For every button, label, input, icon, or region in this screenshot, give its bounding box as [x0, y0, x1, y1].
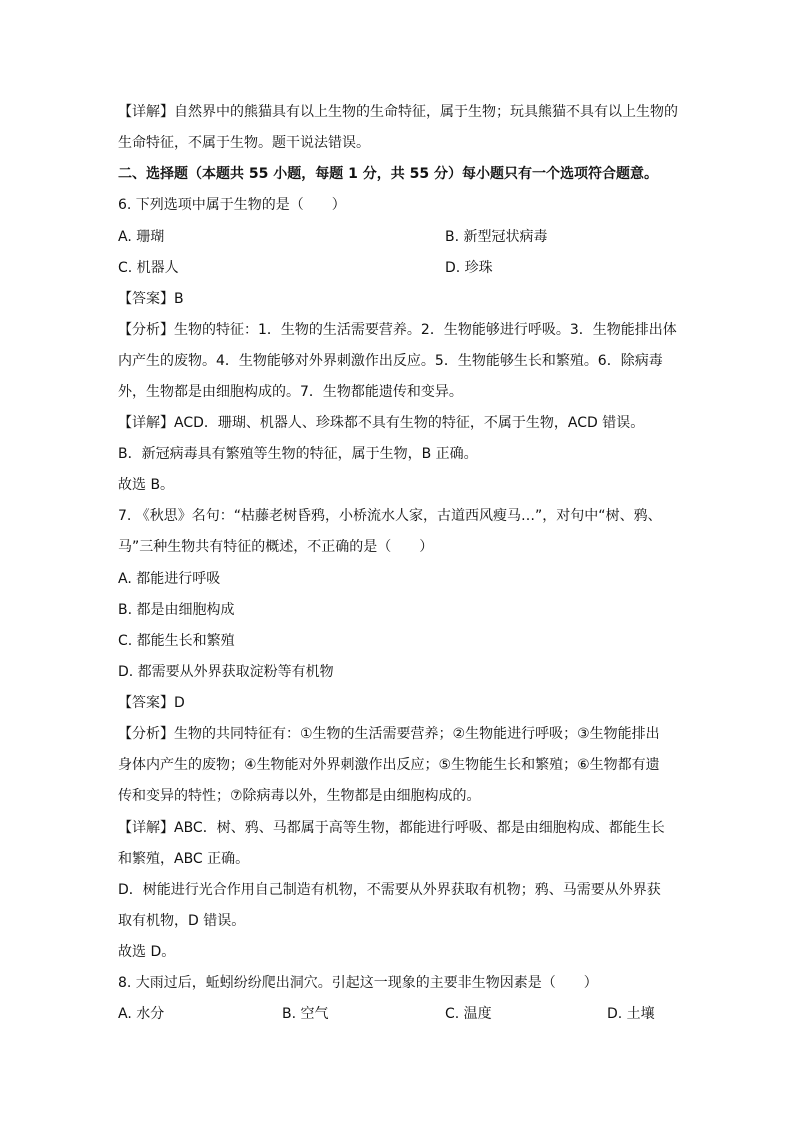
q7-detail-line-4: 取有机物，D 错误。 — [118, 913, 246, 929]
q7-option-d: D. 都需要从外界获取淀粉等有机物 — [118, 664, 334, 680]
q6-analysis-line-2: 内产生的废物。4．生物能够对外界刺激作出反应。5．生物能够生长和繁殖。6．除病毒 — [118, 353, 663, 369]
q7-answer: 【答案】D — [118, 695, 185, 711]
q7-analysis-line-2: 身体内产生的废物；④生物能对外界刺激作出反应；⑤生物能生长和繁殖；⑥生物都有遗 — [118, 757, 660, 773]
q7-analysis-line-3: 传和变异的特性；⑦除病毒以外，生物都是由细胞构成的。 — [118, 788, 481, 804]
q7-detail-line-2: 和繁殖，ABC 正确。 — [118, 851, 250, 867]
q5-detail-line-1: 【详解】自然界中的熊猫具有以上生物的生命特征，属于生物；玩具熊猫不具有以上生物的 — [118, 104, 678, 120]
q6-option-b: B. 新型冠状病毒 — [445, 229, 548, 245]
q7-analysis-line-1: 【分析】生物的共同特征有：①生物的生活需要营养；②生物能进行呼吸；③生物能排出 — [118, 726, 660, 742]
q8-stem: 8. 大雨过后，蚯蚓纷纷爬出洞穴。引起这一现象的主要非生物因素是（ ） — [118, 975, 598, 991]
q6-detail-line-1: 【详解】ACD．珊瑚、机器人、珍珠都不具有生物的特征，不属于生物，ACD 错误。 — [118, 415, 645, 431]
q6-option-c: C. 机器人 — [118, 260, 179, 276]
q7-detail-line-1: 【详解】ABC．树、鸦、马都属于高等生物，都能进行呼吸、都是由细胞构成、都能生长 — [118, 820, 665, 836]
q7-stem-line-2: 马”三种生物共有特征的概述，不正确的是（ ） — [118, 539, 434, 555]
q7-option-a: A. 都能进行呼吸 — [118, 571, 221, 587]
section-header: 二、选择题（本题共 55 小题，每题 1 分，共 55 分）每小题只有一个选项符合题意。 — [118, 166, 658, 182]
q6-stem: 6. 下列选项中属于生物的是（ ） — [118, 197, 346, 213]
q6-analysis-line-3: 外，生物都是由细胞构成的。7．生物都能遗传和变异。 — [118, 384, 463, 400]
q6-conclusion: 故选 B。 — [118, 477, 175, 493]
q7-option-c: C. 都能生长和繁殖 — [118, 633, 235, 649]
q7-conclusion: 故选 D。 — [118, 944, 176, 960]
q8-option-d: D. 土壤 — [607, 1006, 655, 1022]
q6-detail-line-2: B．新冠病毒具有繁殖等生物的特征，属于生物，B 正确。 — [118, 446, 478, 462]
q7-option-b: B. 都是由细胞构成 — [118, 602, 235, 618]
q7-detail-line-3: D．树能进行光合作用自己制造有机物，不需要从外界获取有机物；鸦、马需要从外界获 — [118, 882, 661, 898]
q7-stem-line-1: 7. 《秋思》名句：“枯藤老树昏鸦，小桥流水人家，古道西风瘦马…”，对句中“树、鸦、 — [118, 508, 662, 524]
q6-answer: 【答案】B — [118, 291, 184, 307]
q5-detail-line-2: 生命特征，不属于生物。题干说法错误。 — [118, 135, 370, 151]
q8-option-b: B. 空气 — [282, 1006, 329, 1022]
q8-option-c: C. 温度 — [445, 1006, 492, 1022]
q8-option-a: A. 水分 — [118, 1006, 165, 1022]
q6-option-d: D. 珍珠 — [445, 260, 493, 276]
q6-analysis-line-1: 【分析】生物的特征：1．生物的生活需要营养。2．生物能够进行呼吸。3．生物能排出体 — [118, 322, 677, 338]
q6-option-a: A. 珊瑚 — [118, 229, 165, 245]
